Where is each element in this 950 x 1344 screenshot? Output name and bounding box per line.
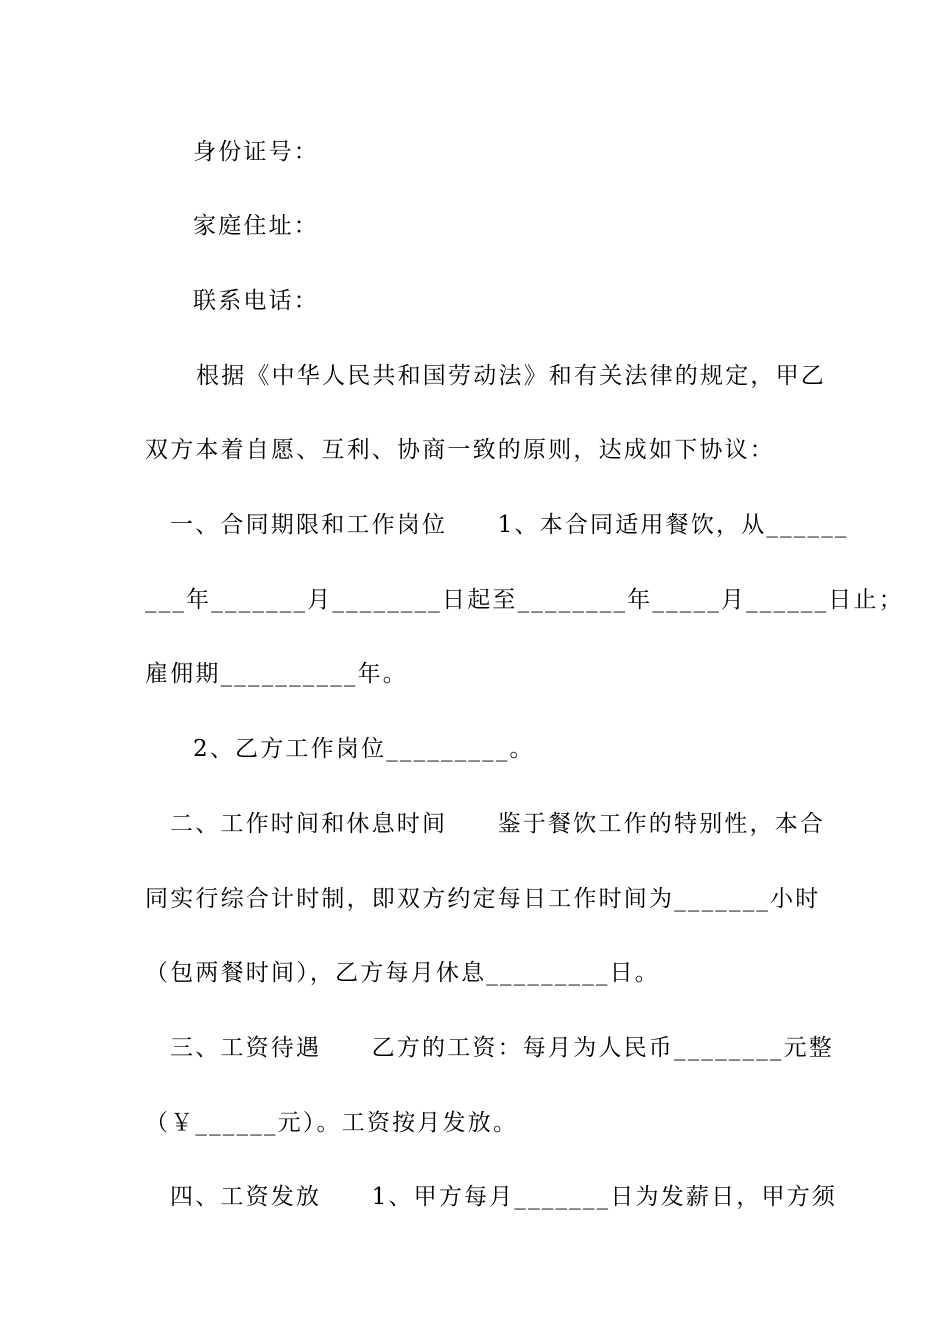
clause-1-item-2: 2、乙方工作岗位_________。 [193,736,535,762]
preamble-line-2: 双方本着自愿、互利、协商一致的原则，达成如下协议： [145,437,775,463]
clause-1-line-2: ___年_______月________日起至________年_____月______日止； [145,587,904,613]
preamble-line-1: 根据《中华人民共和国劳动法》和有关法律的规定，甲乙 [196,363,826,389]
clause-3-line-1: 三、工资待遇 乙方的工资：每月为人民币________元整 [170,1035,834,1061]
phone-label: 联系电话： [193,288,319,314]
clause-3-line-2: （￥______元）。工资按月发放。 [145,1110,519,1136]
clause-2-line-3: （包两餐时间），乙方每月休息_________日。 [145,960,660,986]
clause-1-line-1: 一、合同期限和工作岗位 1、本合同适用餐饮，从______ [170,512,849,538]
home-address-label: 家庭住址： [193,213,319,239]
id-number-label: 身份证号： [193,139,319,165]
clause-1-line-3: 雇佣期__________年。 [145,661,408,687]
clause-2-line-2: 同实行综合计时制，即双方约定每日工作时间为_______小时 [145,886,821,912]
clause-2-line-1: 二、工作时间和休息时间 鉴于餐饮工作的特别性，本合 [170,811,826,837]
clause-4-line-1: 四、工资发放 1、甲方每月_______日为发薪日，甲方须 [170,1184,838,1210]
